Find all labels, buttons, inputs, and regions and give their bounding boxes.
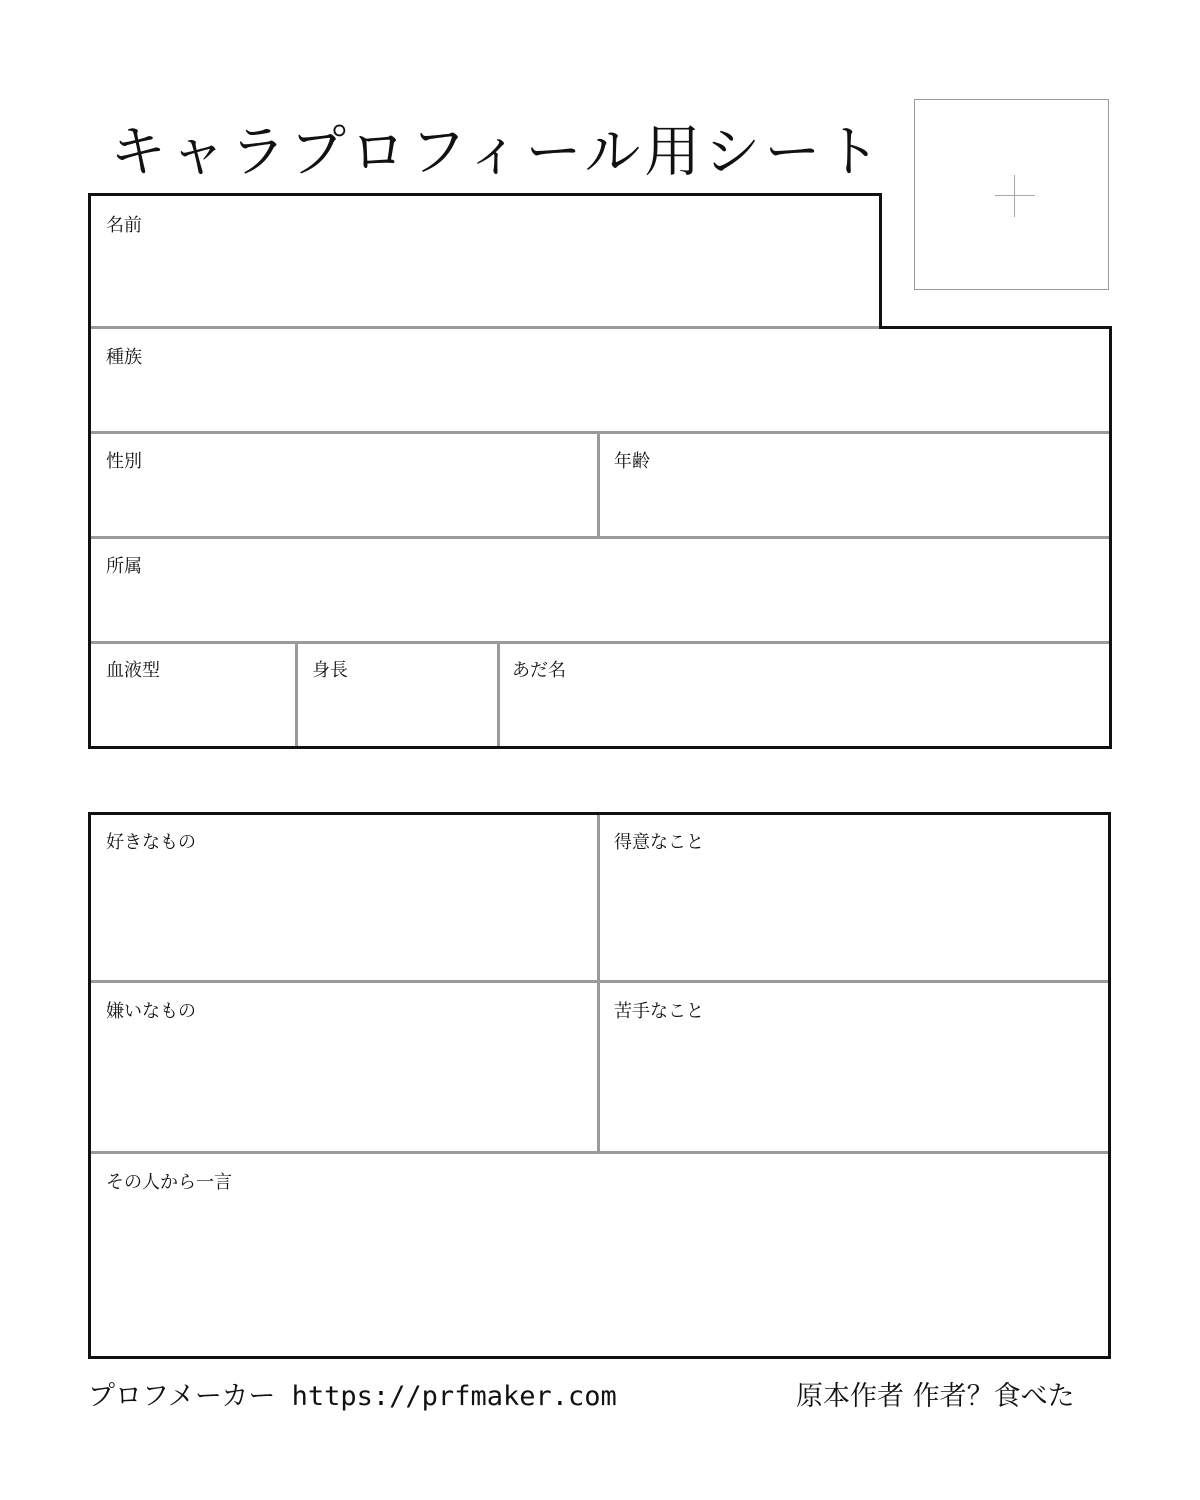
gender-label: 性別	[106, 451, 142, 472]
footer-site[interactable]: プロフメーカー https://prfmaker.com	[88, 1381, 617, 1412]
photo-placeholder[interactable]	[914, 99, 1109, 290]
comment-label: その人から一言	[106, 1172, 232, 1193]
dislikes-label: 嫌いなもの	[106, 1001, 196, 1022]
blood-type-label: 血液型	[106, 660, 160, 681]
bad-at-label: 苦手なこと	[614, 1001, 704, 1022]
species-label: 種族	[106, 347, 142, 368]
name-label: 名前	[106, 215, 142, 236]
sheet-title: キャラプロフィール用シート	[110, 120, 885, 185]
nickname-label: あだ名	[512, 660, 566, 681]
age-label: 年齢	[614, 451, 650, 472]
height-label: 身長	[312, 660, 348, 681]
likes-label: 好きなもの	[106, 832, 196, 853]
footer-credit: 原本作者 作者？食べた	[796, 1381, 1075, 1412]
affiliation-label: 所属	[106, 556, 142, 577]
good-at-label: 得意なこと	[614, 832, 704, 853]
